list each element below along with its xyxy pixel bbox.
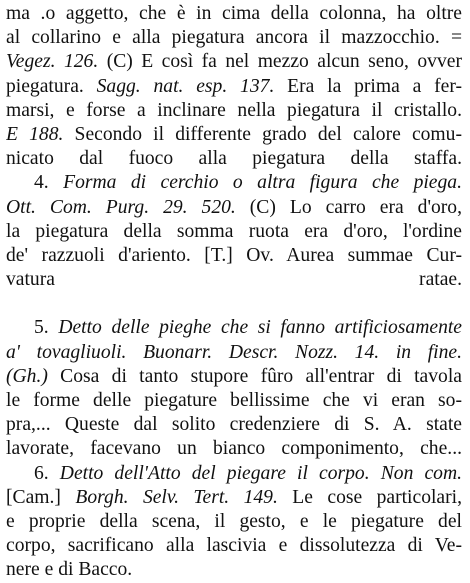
text-line [6,147,462,171]
line-22-text: e proprie della scena, il gesto, e le piegature del [6,510,462,532]
line-19-text: lavorate, facevano un bianco componimento, che... [6,438,462,460]
text-line [6,486,462,510]
line-6-text: Secondo il differente grado del calore comu- [63,123,462,145]
line-4-text-b: Era la prima a fer- [274,75,462,97]
text-line [6,26,462,50]
sense-definition: Detto delle pieghe che si fanno artificiosamente [58,317,462,339]
text-line [6,437,462,461]
text-line [6,75,462,99]
text-line [6,268,462,292]
sense-definition: Forma di cerchio o altra figura che piega. [63,172,462,194]
line-11-text: de' razzuoli d'ariento. [T.] Ov. Aurea summae Cur- [6,244,462,266]
line-23-text: corpo, sacrificano alla lascivia e dissolutezza di Ve- [6,535,462,557]
line-9-text: (C) Lo carro era d'oro, [235,196,462,218]
sense-number: 6. [34,462,60,484]
text-line [6,123,462,147]
text-line [6,220,462,244]
text-line [6,413,462,437]
line-3-text: (C) E così fa nel mezzo alcun seno, ovver [98,51,462,73]
line-4-text: piegatura. [6,75,97,97]
text-line [6,196,462,220]
text-line [6,341,462,365]
citation: Borgh. Selv. Tert. 149. [75,486,278,508]
citation: Vegez. 126. [6,51,99,73]
line-16-text: Cosa di tanto stupore fûro all'entrar di tavola [47,365,462,387]
line-24-text: nere e di Bacco. [6,559,133,581]
sense-number: 4. [34,172,64,194]
text-line [6,2,462,26]
line-17-text: le forme delle piegature bellissime che vi eran so- [6,390,462,411]
line-12-text: vatura ratae. [6,269,462,291]
text-line [6,50,462,74]
line-5-text: marsi, e forse a inclinare nella piegatura il cristallo. [6,99,462,121]
text-line [6,389,462,413]
sense-definition: a' tovagliuoli. Buonarr. Descr. Nozz. 14. in fine. [6,341,462,363]
line-21-text-b: Le cose particolari, [277,486,462,508]
sense-number: 5. [34,317,59,339]
sense-5-heading [6,316,462,340]
sense-definition: Detto dell'Atto del piegare il corpo. Non com. [59,462,462,484]
text-line [6,292,462,316]
sense-6-heading [6,462,462,486]
line-7-text: nicato dal fuoco alla piegatura della staffa. [6,148,462,170]
text-line [6,558,462,582]
text-line [6,365,462,389]
line-21-text: [Cam.] [6,486,76,508]
text-line [6,510,462,534]
citation: E 188. [6,123,64,145]
sense-4-heading [6,171,462,195]
citation: Ott. Com. Purg. 29. 520. [6,196,236,218]
text-line [6,534,462,558]
text-line [6,244,462,268]
line-10-text: la piegatura della somma ruota era d'oro, l'ordine [6,220,462,242]
citation: Sagg. nat. esp. 137. [96,75,275,97]
line-18-text: pra,... Queste dal solito credenziere di S. A. state [6,414,462,436]
line-2-text: al collarino e alla piegatura ancora il mazzocchio. = [6,27,462,49]
text-line [6,99,462,123]
citation: (Gh.) [6,365,48,387]
line-1-text: ma .o aggetto, che è in cima della colonna, ha oltre [6,3,462,24]
